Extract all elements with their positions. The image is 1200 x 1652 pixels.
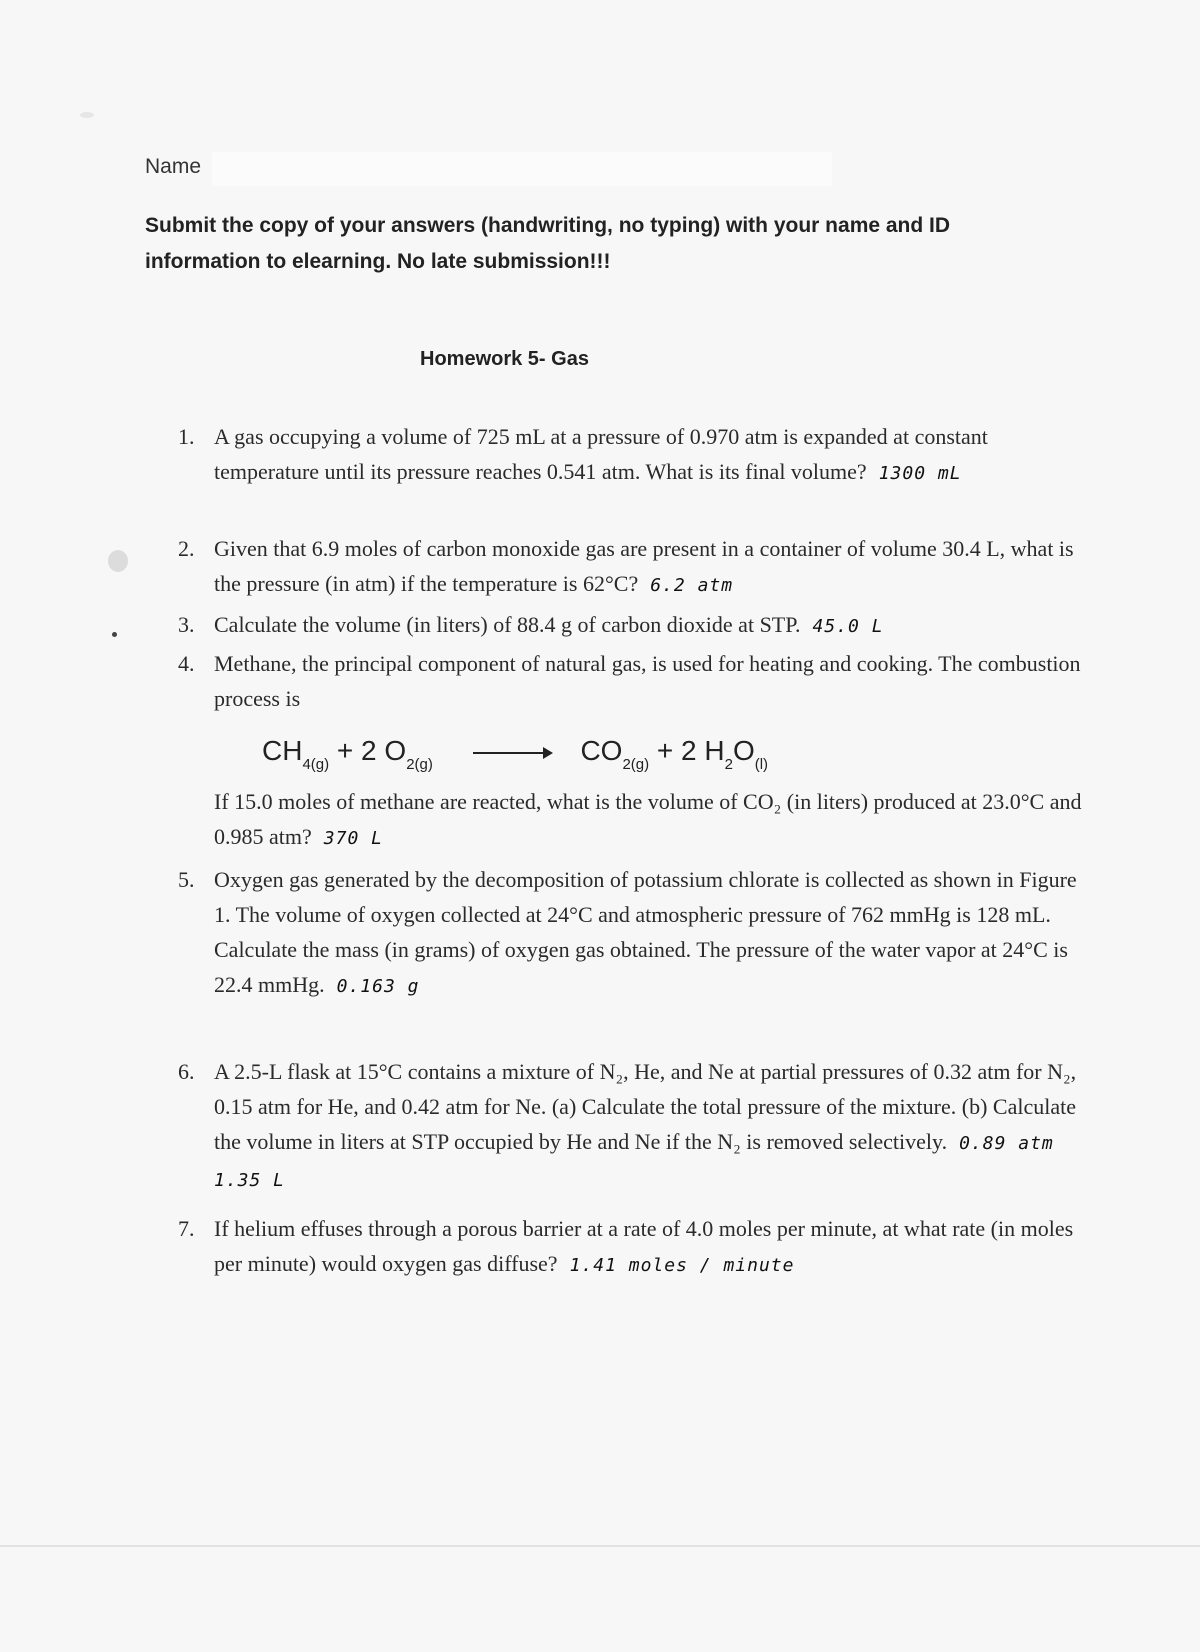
eq-water-o: O: [732, 735, 755, 766]
question-text: Oxygen gas generated by the decomposition of potassium chlorate is collected as shown in Figure 1. The volume of oxygen collected at 24°C and atmospheric pressure of 762 mmHg is 128 mL. Calculate the mass (in grams) of oxygen gas obtained. The pressure of the water vapor at 24°C is 22.4 mmHg.: [214, 867, 1077, 997]
eq-co2-sub: 2(g): [622, 756, 650, 773]
question-number: 1.: [178, 424, 195, 449]
eq-water: + 2 H: [656, 735, 725, 766]
submission-instructions: Submit the copy of your answers (handwriting, no typing) with your name and ID information to elearning. No late submission!!!: [145, 214, 951, 273]
homework-title: Homework 5- Gas: [420, 348, 589, 370]
eq-oxygen: + 2 O: [336, 735, 407, 766]
question-7: [178, 1211, 1098, 1283]
eq-water-state: (l): [754, 756, 769, 773]
question-2: [178, 531, 1098, 603]
question-number: 7.: [178, 1216, 195, 1241]
question-number: 5.: [178, 867, 195, 892]
question-text: Calculate the volume (in liters) of 88.4 g of carbon dioxide at STP.: [214, 612, 801, 637]
question-text: If 15.0 moles of methane are reacted, what is the volume of CO₂ (in liters) produced at 23.0°C and 0.985 atm?: [214, 789, 1082, 849]
question-text: If helium effuses through a porous barrier at a rate of 4.0 moles per minute, at what rate (in moles per minute) would oxygen gas diffuse?: [214, 1216, 1074, 1276]
name-field-redacted: [212, 152, 832, 186]
combustion-equation: [262, 735, 768, 773]
handwritten-answer: 1.41 moles / minute: [569, 1255, 795, 1276]
question-number: 4.: [178, 651, 195, 676]
handwritten-answer: 370 L: [323, 828, 383, 849]
question-3: [178, 607, 1098, 644]
eq-oxygen-sub: 2(g): [406, 756, 433, 773]
eq-co2: CO: [580, 735, 623, 766]
question-6: [178, 1054, 1098, 1198]
reaction-arrow-icon: [473, 752, 551, 754]
eq-water-sub: 2: [724, 756, 733, 773]
handwritten-answer: 0.163 g: [336, 976, 420, 997]
handwritten-answer: 45.0 L: [812, 616, 884, 637]
eq-methane-sub: 4(g): [302, 756, 330, 773]
handwritten-answer: 1300 mL: [878, 463, 962, 484]
question-number: 2.: [178, 536, 195, 561]
question-number: 3.: [178, 612, 195, 637]
eq-methane: CH: [262, 735, 303, 766]
scan-mark: [112, 632, 117, 637]
question-text: A 2.5-L flask at 15°C contains a mixture of N₂, He, and Ne at partial pressures of 0.32 atm for N₂, 0.15 atm for He, and 0.42 atm for Ne. (a) Calculate the total pressure of the mixture. (b) Calculate the volume in liters at STP occupied by He and Ne if the N₂ is removed selectively.: [214, 1059, 1077, 1154]
handwritten-answer: 0.89 atm 1.35 L: [214, 1133, 1054, 1191]
question-text: Given that 6.9 moles of carbon monoxide gas are present in a container of volume 30.4 L, what is the pressure (in atm) if the temperature is 62°C?: [214, 536, 1074, 596]
question-number: 6.: [178, 1059, 195, 1084]
question-text: A gas occupying a volume of 725 mL at a pressure of 0.970 atm is expanded at constant temperature until its pressure reaches 0.541 atm. What is its final volume?: [214, 424, 988, 484]
question-4-continued: [178, 784, 1098, 856]
scan-edge-line: [0, 1545, 1200, 1547]
scan-mark: [80, 112, 94, 118]
question-5: [178, 862, 1098, 1004]
name-label: Name: [145, 155, 202, 178]
question-text: Methane, the principal component of natural gas, is used for heating and cooking. The combustion process is: [214, 651, 1081, 711]
scan-mark: [108, 550, 128, 572]
handwritten-answer: 6.2 atm: [650, 575, 734, 596]
question-1: [178, 419, 1098, 491]
question-4: [178, 646, 1098, 716]
